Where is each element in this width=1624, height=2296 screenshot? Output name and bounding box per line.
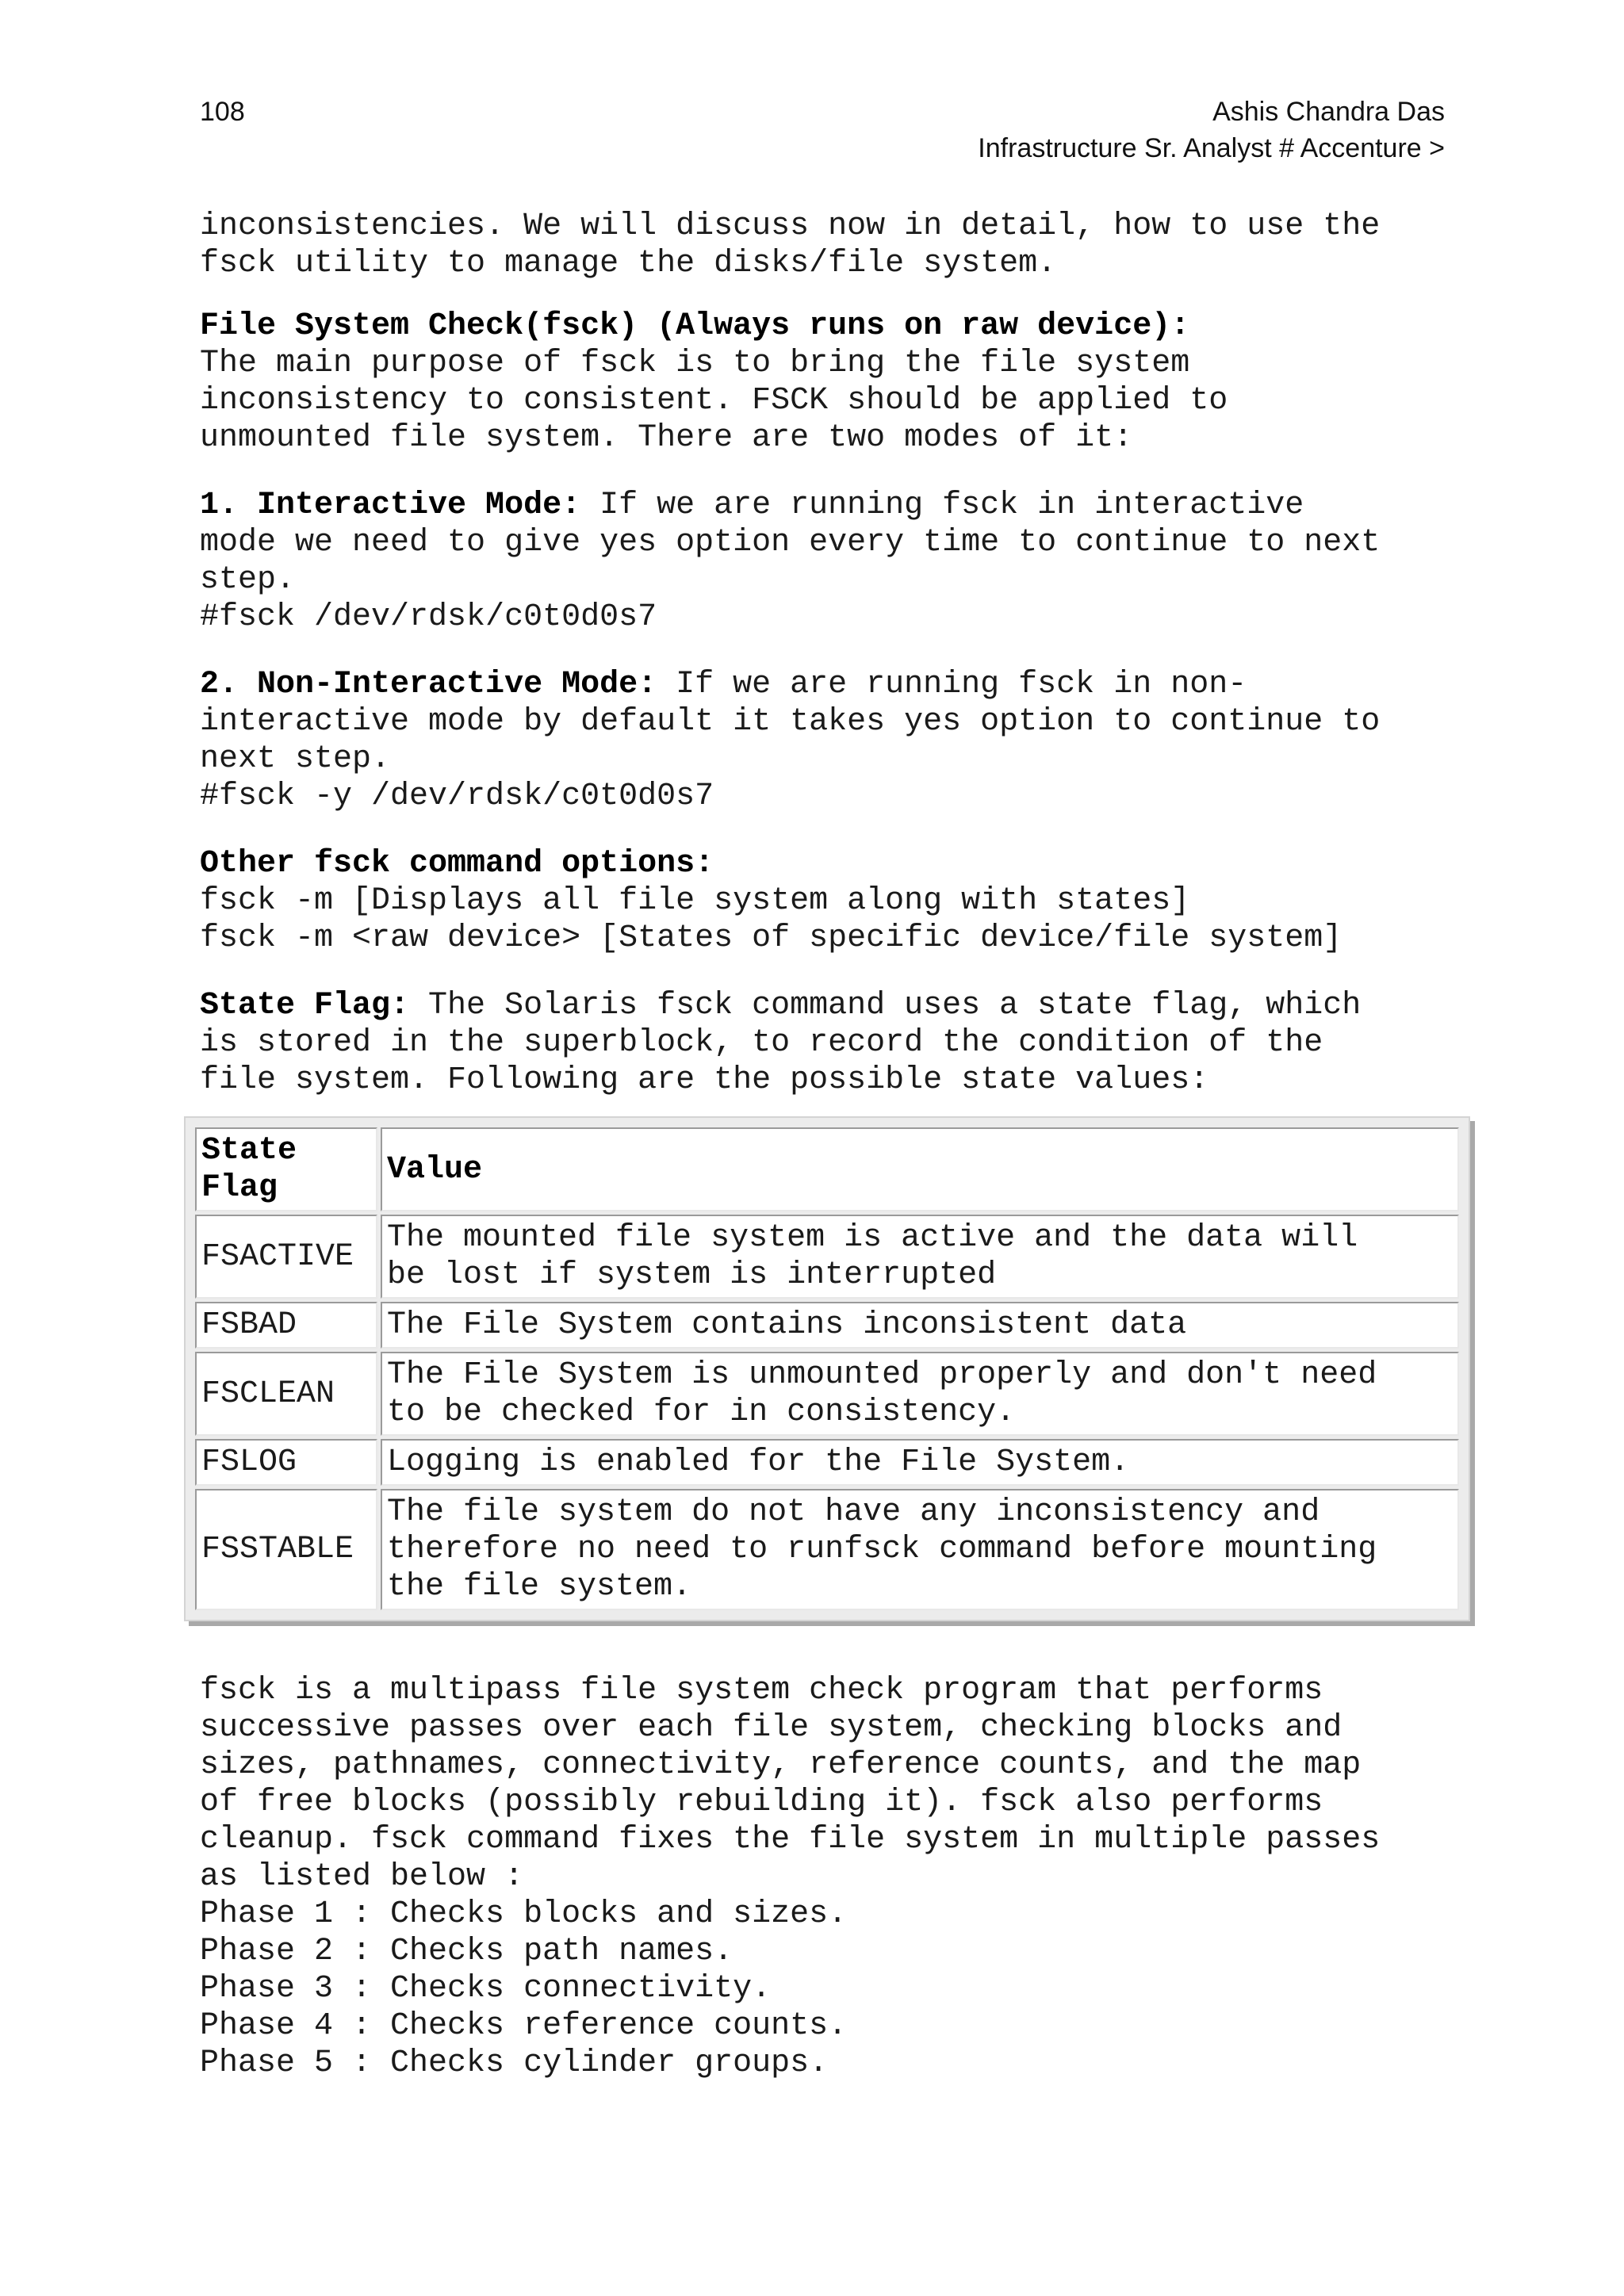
table-cell-value: The mounted file system is active and the data will be lost if system is interrupted xyxy=(381,1215,1459,1299)
other-options-heading-text: Other fsck command options: xyxy=(200,846,714,882)
phase-item: Phase 3 : Checks connectivity. xyxy=(200,1971,772,2007)
interactive-mode-text: If we are running fsck in interactive mode we need to give yes option every time to continue to next step. #fsck /dev/rdsk/c0t0d0s7 xyxy=(200,488,1381,635)
table-header-value: Value xyxy=(381,1127,1459,1211)
interactive-mode-paragraph xyxy=(200,487,1453,636)
table-cell-value: Logging is enabled for the File System. xyxy=(381,1439,1459,1486)
other-options-body: fsck -m [Displays all file system along with states] fsck -m <raw device> [States of specific device/file system] xyxy=(200,883,1342,956)
table-cell-value: The File System is unmounted properly and don't need to be checked for in consistency. xyxy=(381,1352,1459,1436)
table-header-state-flag: State Flag xyxy=(195,1127,377,1211)
non-interactive-mode-paragraph xyxy=(200,666,1453,815)
fsck-body: The main purpose of fsck is to bring the file system inconsistency to consistent. FSCK should be applied to unmounted file system. There are two modes of it: xyxy=(200,346,1228,456)
author-role: Infrastructure Sr. Analyst # Accenture > xyxy=(978,133,1445,163)
table-row xyxy=(195,1439,1459,1486)
page-content xyxy=(200,208,1453,2082)
table-row xyxy=(195,1352,1459,1436)
phase-item: Phase 5 : Checks cylinder groups. xyxy=(200,2045,829,2081)
phase-item: Phase 4 : Checks reference counts. xyxy=(200,2008,848,2044)
table-cell-value: The File System contains inconsistent data xyxy=(381,1302,1459,1349)
multipass-paragraph: fsck is a multipass file system check program that performs successive passes over each file system, checking blocks and sizes, pathnames, connectivity, reference counts, and the map of free blocks (possibly rebuilding it). fsck also performs cleanup. fsck command fixes the file system in multiple passes as listed below : xyxy=(200,1673,1381,1895)
fsck-heading xyxy=(200,308,1453,345)
table-header-row xyxy=(195,1127,1459,1211)
table-cell-flag: FSLOG xyxy=(195,1439,377,1486)
table-cell-flag: FSBAD xyxy=(195,1302,377,1349)
table-cell-flag: FSSTABLE xyxy=(195,1489,377,1610)
interactive-mode-label: 1. Interactive Mode: xyxy=(200,488,581,523)
phase-item: Phase 1 : Checks blocks and sizes. xyxy=(200,1896,848,1932)
non-interactive-mode-text: If we are running fsck in non- interactive mode by default it takes yes option to continue to next step. #fsck -y /dev/rdsk/c0t0d0s7 xyxy=(200,667,1381,814)
table-cell-value: The file system do not have any inconsistency and therefore no need to runfsck command before mounting the file system. xyxy=(381,1489,1459,1610)
page-number: 108 xyxy=(200,97,245,127)
table-cell-flag: FSCLEAN xyxy=(195,1352,377,1436)
state-flag-text: The Solaris fsck command uses a state flag, which is stored in the superblock, to record the condition of the file system. Following are the possible state values: xyxy=(200,988,1362,1098)
table-cell-flag: FSACTIVE xyxy=(195,1215,377,1299)
state-flag-label: State Flag: xyxy=(200,988,410,1024)
intro-paragraph: inconsistencies. We will discuss now in detail, how to use the fsck utility to manage the disks/file system. xyxy=(200,209,1381,281)
non-interactive-mode-label: 2. Non-Interactive Mode: xyxy=(200,667,657,702)
fsck-heading-text: File System Check(fsck) (Always runs on raw device): xyxy=(200,308,1190,344)
table-row xyxy=(195,1489,1459,1610)
table-row xyxy=(195,1302,1459,1349)
state-flag-paragraph xyxy=(200,987,1453,1099)
other-options-heading xyxy=(200,845,1453,882)
table-row xyxy=(195,1215,1459,1299)
state-flag-table-frame xyxy=(184,1116,1470,1621)
state-flag-table xyxy=(192,1124,1462,1613)
author-name: Ashis Chandra Das xyxy=(1212,97,1445,127)
phase-item: Phase 2 : Checks path names. xyxy=(200,1934,733,1969)
